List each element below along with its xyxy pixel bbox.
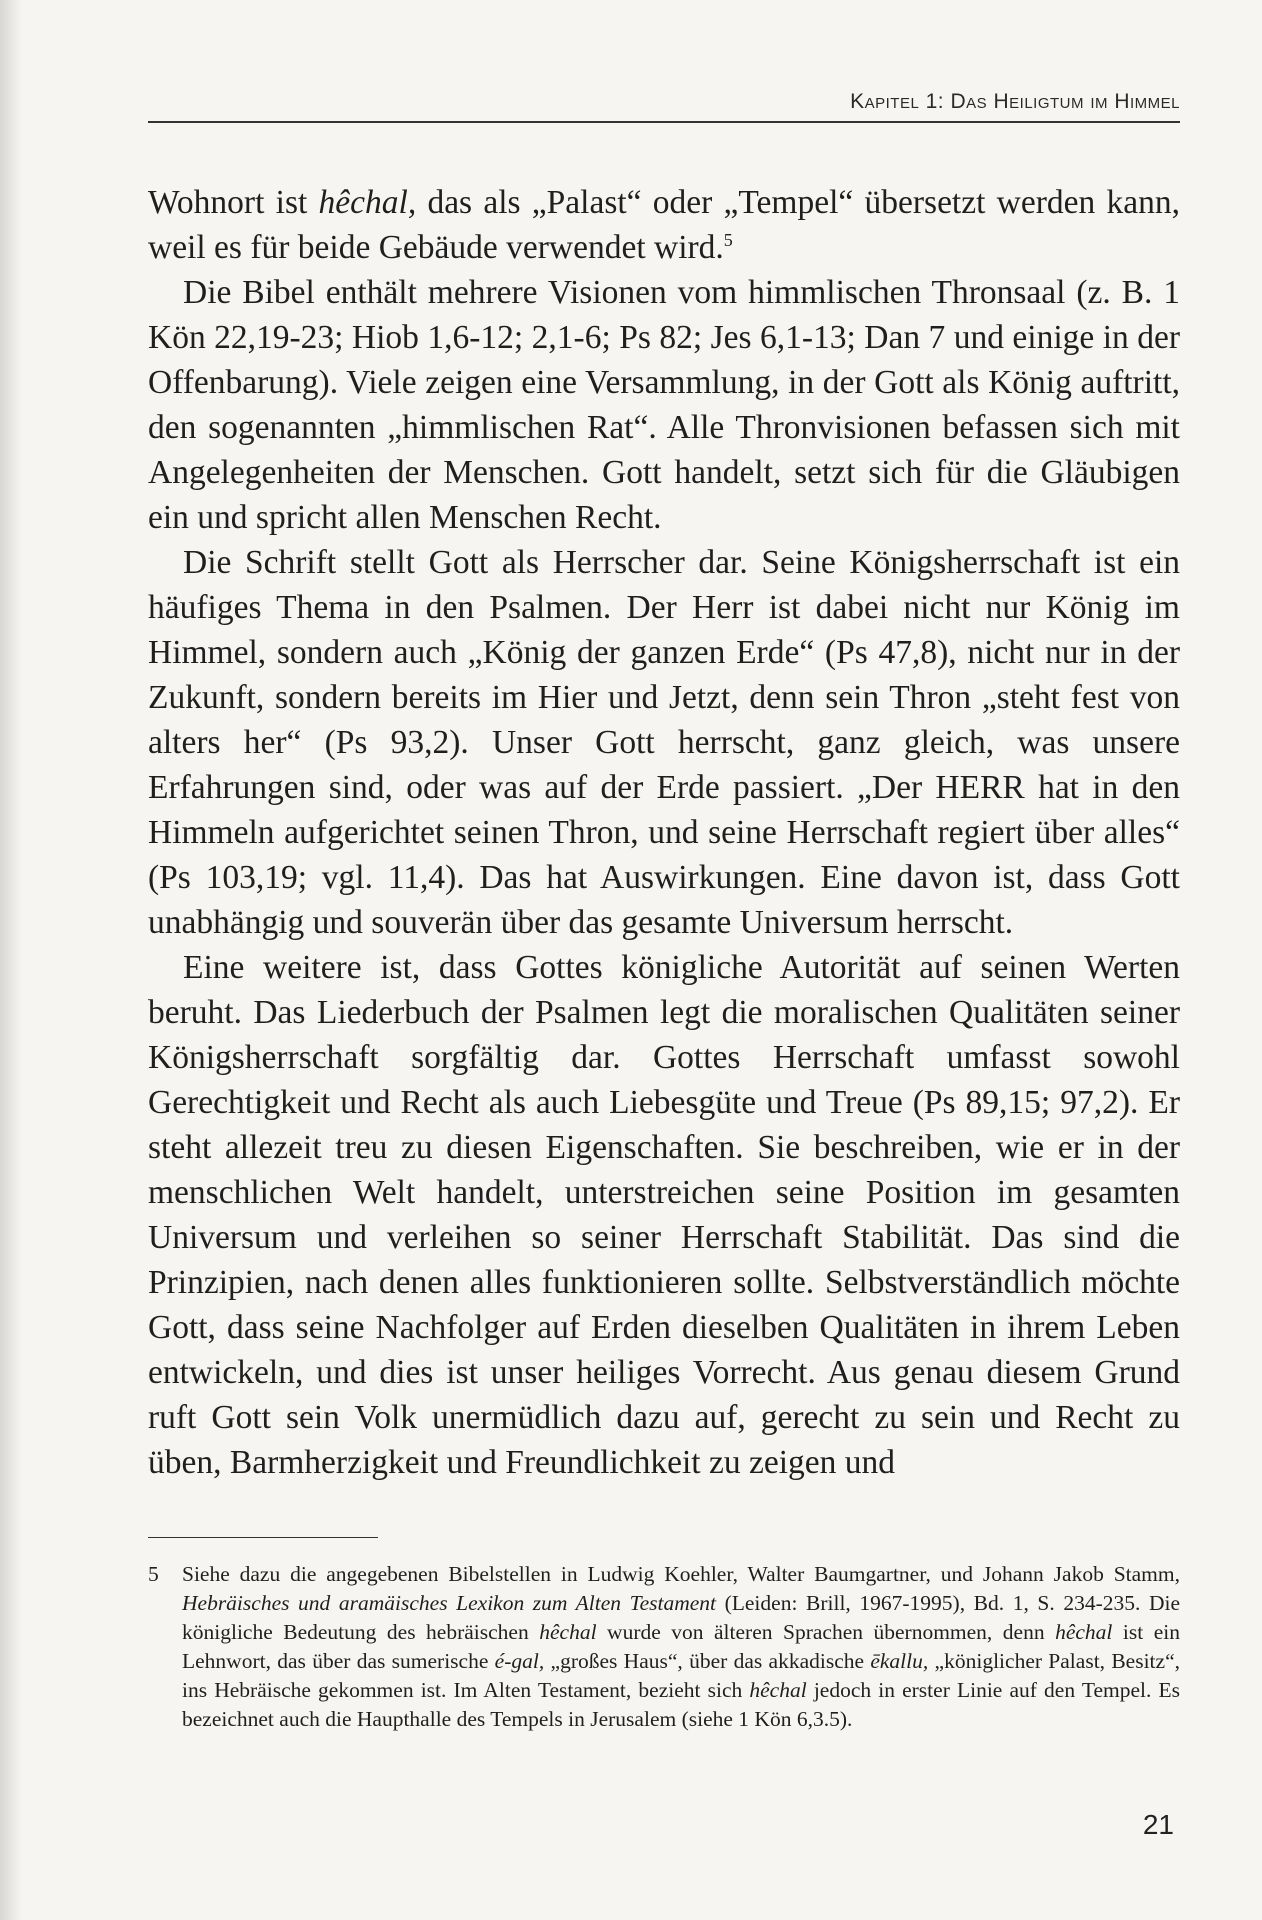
footnote-rule <box>148 1537 378 1538</box>
footnote <box>148 1560 1180 1734</box>
footnote-part: Siehe dazu die angegebenen Bibelstellen in Ludwig Koehler, Walter Baumgartner, und Johann Jakob Stamm, <box>182 1562 1180 1586</box>
paragraph-4: Eine weitere ist, dass Gottes königliche Autorität auf seinen Werten beruht. Das Liederbuch der Psalmen legt die moralischen Qualitäten seiner Königsherrschaft sorgfältig dar. Gottes Herrschaft umfasst sowohl Gerechtigkeit und Recht als auch Liebesgüte und Treue (Ps 89,15; 97,2). Er steht allezeit treu zu diesen Eigenschaften. Sie beschreiben, wie er in der menschlichen Welt handelt, unterstreichen seine Position im gesamten Universum und verleihen so seiner Herrschaft Stabilität. Das sind die Prinzipien, nach denen alles funktionieren sollte. Selbstverständlich möchte Gott, dass seine Nachfolger auf Erden dieselben Qualitäten in ihrem Leben entwickeln, und dies ist unser heiliges Vorrecht. Aus genau diesem Grund ruft Gott sein Volk unermüdlich dazu auf, gerecht zu sein und Recht zu üben, Barmherzigkeit und Freundlichkeit zu zeigen und <box>148 949 1180 1481</box>
footnote-part: „großes Haus“, über das akkadische <box>544 1649 871 1673</box>
paragraph-2: Die Bibel enthält mehrere Visionen vom himmlischen Thronsaal (z. B. 1 Kön 22,19-23; Hiob 1,6-12; 2,1-6; Ps 82; Jes 6,1-13; Dan 7 und einige in der Offenbarung). Viele zeigen eine Versammlung, in der Gott als König auftritt, den sogenannten „himmlischen Rat“. Alle Thronvisionen befassen sich mit Angelegenheiten der Menschen. Gott handelt, setzt sich für die Gläubigen ein und spricht allen Menschen Recht. <box>148 274 1180 536</box>
lexicon-title: Hebräisches und aramäisches Lexikon zum Alten Testament <box>182 1591 717 1615</box>
page-number: 21 <box>1142 1809 1174 1840</box>
paragraph-1-start: Wohnort ist <box>148 184 319 221</box>
body-text <box>148 180 1180 1485</box>
term-hechal: hêchal, <box>318 184 417 221</box>
page-edge-shadow <box>0 0 22 1920</box>
paragraph-1 <box>148 180 1180 270</box>
footnote-term: hêchal <box>1055 1620 1113 1644</box>
footnote-part: wurde von älteren Sprachen übernommen, denn <box>596 1620 1056 1644</box>
footnote-part: ist ein Lehnwort, das über das sumerische <box>182 1620 1180 1673</box>
footnote-part: (Leiden: Brill, 1967-1995), Bd. 1, S. 234-235. Die königliche Bedeutung des hebräischen <box>182 1591 1180 1644</box>
footnote-term: ēkallu, <box>870 1649 929 1673</box>
paragraph-3: Die Schrift stellt Gott als Herrscher dar. Seine Königsherrschaft ist ein häufiges Thema in den Psalmen. Der Herr ist dabei nicht nur König im Himmel, sondern auch „König der ganzen Erde“ (Ps 47,8), nicht nur in der Zukunft, sondern bereits im Hier und Jetzt, denn sein Thron „steht fest von alters her“ (Ps 93,2). Unser Gott herrscht, ganz gleich, was unsere Erfahrungen sind, oder was auf der Erde passiert. „Der HERR hat in den Himmeln aufgerichtet seinen Thron, und seine Herrschaft regiert über alles“ (Ps 103,19; vgl. 11,4). Das hat Auswirkungen. Eine davon ist, dass Gott unabhängig und souverän über das gesamte Universum herrscht. <box>148 544 1180 941</box>
footnote-part: „königlicher Palast, Besitz“, ins Hebräische gekommen ist. Im Alten Testament, bezieht sich <box>182 1649 1180 1702</box>
footnote-text <box>182 1560 1180 1734</box>
header-rule <box>148 121 1180 123</box>
running-head: Kapitel 1: Das Heiligtum im Himmel <box>850 90 1180 113</box>
footnote-term: é-gal, <box>494 1649 545 1673</box>
footnote-reference: 5 <box>723 229 733 250</box>
paragraph-1-rest: das als „Palast“ oder „Tempel“ übersetzt werden kann, weil es für beide Gebäude verwendet wird. <box>148 184 1180 266</box>
footnote-term: hêchal <box>539 1620 597 1644</box>
footnote-part: jedoch in erster Linie auf den Tempel. Es bezeichnet auch die Haupthalle des Tempels in Jerusalem (siehe 1 Kön 6,3.5). <box>182 1678 1181 1731</box>
footnote-number: 5 <box>148 1562 159 1586</box>
footnote-term: hêchal <box>749 1678 807 1702</box>
